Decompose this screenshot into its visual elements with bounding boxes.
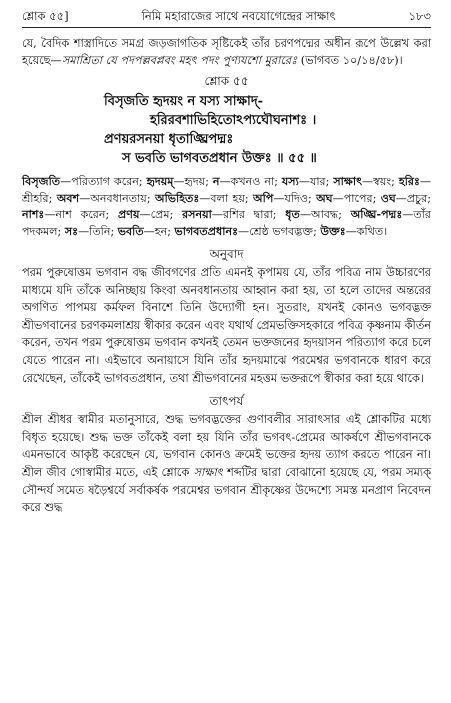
synonym-meaning: —পরিত্যাগ করেন; (60, 175, 147, 188)
verse-line: হরিরবশাভিহিতোঽপ্যঘৌঘনাশঃ । (150, 113, 317, 128)
synonym-word: অপি (253, 191, 274, 205)
synonym-word: প্রণয় (118, 208, 140, 221)
synonym-word: অভিহিতঃ (155, 191, 200, 205)
synonym-meaning: —শ্রীহরি; (22, 175, 431, 205)
page-number: ১৮৩ (408, 9, 431, 23)
synonym-meaning: —তাঁর পদকমল; (22, 208, 431, 238)
synonym-meaning: —যদিও; (273, 191, 317, 205)
synonym-meaning: —কথিত। (345, 224, 388, 238)
synonym-word: ভাগবতপ্রধানঃ (174, 224, 238, 238)
synonym-meaning: —বলা হয়; (199, 191, 254, 205)
header-verse-ref: শ্লোক ৫৫] (22, 9, 69, 23)
synonym-meaning: —নাশ করেন; (44, 208, 119, 221)
running-header (22, 8, 431, 24)
synonym-meaning: —শ্রেষ্ঠ ভগবদ্ভক্ত; (238, 224, 321, 238)
verse-line: বিসৃজতি হৃদয়ং ন যস্য সাক্ষাদ্- (104, 94, 264, 109)
intro-quote: সমাশ্রিতা যে পদপল্লবপ্লবং মহৎ পদং পুণ্যযশো মুরারেঃ (61, 54, 298, 67)
translation-title: অনুবাদ (209, 247, 244, 261)
intro-reference: (ভাগবত ১০/১৪/৫৮)। (297, 54, 403, 67)
purport-emphasis: সাক্ষাৎ (193, 465, 223, 479)
synonym-word: বিসৃজতি (22, 175, 61, 188)
verse-line: প্রণয়রসনয়া ধৃতাঙ্ঘ্রিপদ্মঃ (104, 132, 234, 147)
synonym-meaning: —আবদ্ধ; (299, 208, 351, 221)
synonym-word: সঃ (64, 224, 79, 238)
purport-text (22, 411, 431, 517)
synonym-word: ওঘ (380, 191, 396, 205)
translation-text: পরম পুরুষোত্তম ভগবান বদ্ধ জীবগণের প্রতি এমনই কৃপাময় যে, তাঁর পবিত্র নাম উচ্চারণের মাধ্যমে যদি তাঁকে অনিচ্ছায় কিংবা অনবধানতায় আহ্বান করা হয়, তা হলে তাদের অন্তরের অগণিত পাপময় কর্মফল বিনাশে তিনি উদ্যোগী হন। সুতরাং, যখনই কোনও ভগবদ্ভক্ত শ্রীভগবানের চরণকমলাশ্রয় স্বীকার করেন এবং যথার্থ প্রেমভক্তিসহকারে পবিত্র কৃষ্ণনাম কীর্তন করেন, তখন পরম পুরুষোত্তম ভগবান কখনই তেমন ভক্তজনের হৃদয়াসন পরিত্যাগ করে চলে যেতে পারেন না। এইভাবে অনায়াসে যিনি তাঁর হৃদয়মাঝে পরমেশ্বর ভগবানকে ধারণ করে রেখেছেন, তাঁকেই ভাগবতপ্রধান, তথা শ্রীভগবানের মহত্তম ভক্তরূপে স্বীকার করা হয়ে থাকে। (22, 266, 431, 385)
synonym-word: অবশ (56, 191, 80, 205)
word-meanings (22, 174, 431, 240)
purport-title: তাৎপর্য (209, 394, 244, 409)
synonym-meaning: —প্রেম; (139, 208, 183, 221)
synonym-word: নাশঃ (22, 208, 45, 221)
synonym-word: রসনয়া (182, 208, 212, 221)
header-rule (22, 27, 431, 28)
synonym-meaning: —যার; (298, 175, 334, 188)
synonym-word: হৃদয়ম্ (146, 175, 174, 188)
synonym-meaning: —তিনি; (78, 224, 118, 238)
synonym-word: অঘ (316, 191, 333, 205)
synonym-meaning: —হৃদয়; (173, 175, 213, 188)
synonym-meaning: —রশির দ্বারা; (211, 208, 286, 221)
purport-text-part: শব্দটির দ্বারা বোঝানো হয়েছে যে, পরম সম্যক্ সৌন্দর্য সমেত ষড়ৈশ্বর্যে সর্বাকর্ষক পরমেশ্বর ভগবান শ্রীকৃষ্ণের উদ্দেশ্যে সমস্ত মনপ্রাণ নিবেদন করে শুদ্ধ (22, 465, 431, 515)
sanskrit-verse (22, 92, 431, 168)
verse-heading: শ্লোক ৫৫ (204, 74, 249, 88)
synonym-meaning: —অনবধানতায়; (79, 191, 155, 205)
purport-text-part: শ্রীল শ্রীধর স্বামীর মতানুসারে, শুদ্ধ ভগবদ্ভক্তের গুণাবলীর সারাৎসার এই শ্লোকটির মধ্যে বিধৃত হয়েছে। শুদ্ধ ভক্ত তাঁকেই বলা হয় যিনি তাঁর ভগবৎ-প্রেমের আকর্ষণে শ্রীভগবানকে এমনভাবে আকৃষ্ট করেছেন যে, ভগবান কোনও ক্রমেই ভক্তের হৃদয় ত্যাগ করতে পারেন না। শ্রীল জীব গোস্বামীর মতে, এই শ্লোকে (22, 413, 431, 479)
synonym-meaning: —পাপের; (332, 191, 381, 205)
synonym-meaning: —স্বয়ং; (362, 175, 399, 188)
synonym-meaning: —কখনও না; (219, 175, 282, 188)
synonym-meaning: —প্রচুর; (395, 191, 431, 205)
synonym-meaning: —হন; (143, 224, 175, 238)
synonym-word: অঙ্ঘ্রি-পদ্মঃ (350, 208, 403, 221)
synonym-word: সাক্ষাৎ (333, 175, 363, 188)
synonym-word: ভবতি (117, 224, 144, 238)
header-chapter-title: নিমি মহারাজের সাথে নবযোগেন্দ্রের সাক্ষাৎ (141, 9, 336, 23)
intro-paragraph (22, 35, 431, 69)
verse-line: স ভবতি ভাগবতপ্রধান উক্তঃ ॥ ৫৫ ॥ (122, 151, 317, 166)
synonym-word: হরিঃ (398, 175, 420, 188)
synonym-word: ধৃত (285, 208, 300, 221)
intro-text: যে, বৈদিক শাস্ত্রাদিতে সমগ্র জড়জাগতিক সৃষ্টিকেই তাঁর চরণপদ্মের অধীন রূপে উল্লেখ করা হয়েছে— (22, 37, 431, 67)
synonym-word: ন (212, 175, 220, 188)
synonym-word: যস্য (281, 175, 299, 188)
synonym-word: উক্তঃ (320, 224, 346, 238)
